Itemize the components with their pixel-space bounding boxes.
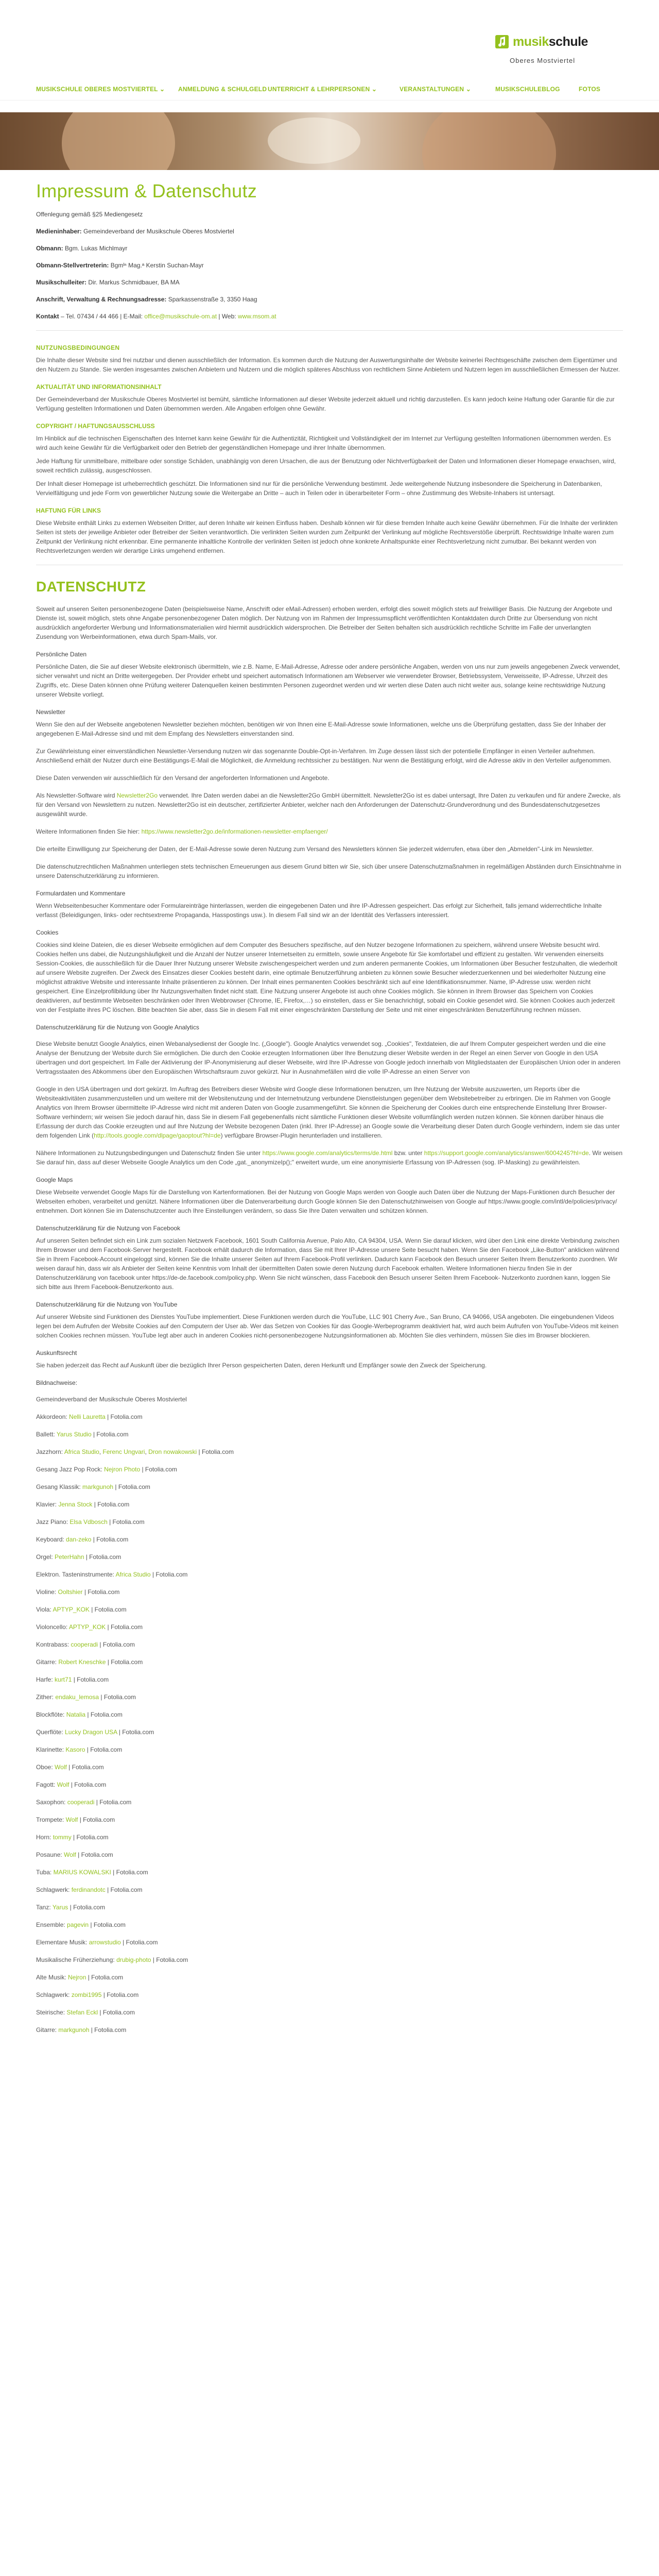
credit-item — [36, 1780, 623, 1789]
main-nav — [0, 86, 659, 98]
credit-source: | Fotolia.com — [98, 2009, 135, 2016]
credit-source: | Fotolia.com — [72, 1676, 109, 1683]
analytics-text-3b: bzw. unter — [392, 1149, 424, 1157]
bildnachweise-heading: Bildnachweise: — [36, 1379, 78, 1386]
credit-source: | Fotolia.com — [69, 1781, 107, 1788]
main-content — [36, 175, 623, 2035]
kontakt-web-prefix: | Web: — [217, 313, 238, 320]
credit-item — [36, 1973, 623, 1982]
credit-item — [36, 1640, 623, 1649]
credit-source: | Fotolia.com — [99, 1693, 136, 1701]
credit-source: | Fotolia.com — [101, 1991, 139, 1998]
credit-author[interactable]: Stefan Eckl — [66, 2009, 98, 2016]
credit-item — [36, 1675, 623, 1684]
cookies-heading: Cookies — [36, 929, 59, 936]
credit-source: | Fotolia.com — [150, 1571, 188, 1578]
credit-item — [36, 1938, 623, 1947]
youtube-heading: Datenschutzerklärung für die Nutzung von YouTube — [36, 1301, 178, 1308]
newsletter-heading: Newsletter — [36, 708, 65, 716]
credit-source: | Fotolia.com — [94, 1799, 132, 1806]
credit-source: | Fotolia.com — [76, 1851, 113, 1858]
datenschutz-intro: Soweit auf unseren Seiten personenbezogene Daten (beispielsweise Name, Anschrift oder eMail-Adressen) erhoben werden, erfolgt dies soweit möglich stets auf freiwilliger Basis. Die Nutzung der Angebote und Dienste ist, soweit möglich, stets ohne Angabe personenbezogener Daten möglich. Der Nutzung von im Rahmen der Impressumspflicht veröffentlichten Kontaktdaten durch Dritte zur Übersendung von nicht ausdrücklich angeforderter Werbung und Informationsmaterialien wird hiermit ausdrücklich widersprochen. Die Betreiber der Seiten behalten sich ausdrücklich rechtliche Schritte im Falle der unverlangten Zusendung von Werbeinformationen, etwa durch Spam-Mails, vor. — [36, 605, 612, 640]
analytics-text-1: Diese Website benutzt Google Analytics, einen Webanalysedienst der Google Inc. („Google"). Google Analytics verwendet sog. „Cookies", Textdateien, die auf Ihrem Computer gespeichert werden und die eine Analyse der Benutzung der Website durch Sie ermöglichen. Die durch den Cookie erzeugten Informationen über Ihre Benutzung dieser Website werden in der Regel an einen Server von Google in den USA übertragen und dort gespeichert. Im Falle der Aktivierung der IP-Anonymisierung auf dieser Webseite, wird Ihre IP-Adresse von Google jedoch innerhalb von Mitgliedstaaten der Europäischen Union oder in anderen Vertragsstaaten des Abkommens über den Europäischen Wirtschaftsraum zuvor gekürzt. Nur in Ausnahmefällen wird die volle IP-Adresse an einen Server von — [36, 1040, 621, 1075]
credit-source: | Fotolia.com — [85, 1746, 123, 1753]
credit-author[interactable]: drubig-photo — [116, 1956, 151, 1963]
credit-item — [36, 1798, 623, 1807]
credit-label: Oboe: — [36, 1764, 55, 1771]
credit-source: , — [145, 1448, 149, 1455]
credit-author[interactable]: tommy — [53, 1834, 72, 1841]
credit-author[interactable]: Wolf — [57, 1781, 70, 1788]
logo-note-icon — [494, 34, 510, 49]
credit-label: Fagott: — [36, 1781, 57, 1788]
newsletter-text-3: Diese Daten verwenden wir ausschließlich für den Versand der angeforderten Informationen und Angebote. — [36, 774, 330, 782]
credit-label: Musikalische Früherziehung: — [36, 1956, 117, 1963]
analytics-text-3c: . Wir weisen Sie darauf hin, dass auf dieser Webseite Google Analytics um den Code „gat._anonymizeIp();" erweitert wurde, um eine anonymisierte Erfassung von IP-Adressen (sog. IP-Masking) zu gewährleisten. — [36, 1149, 623, 1166]
nav-item-musikschule[interactable]: MUSIKSCHULE OBERES MOSTVIERTEL ⌄ — [36, 86, 165, 93]
credit-label: Zither: — [36, 1693, 56, 1701]
aktualitaet-heading: AKTUALITÄT UND INFORMATIONSINHALT — [36, 383, 162, 391]
nutzung-heading: NUTZUNGSBEDINGUNGEN — [36, 344, 120, 351]
credit-author[interactable]: zombi1995 — [71, 1991, 102, 1998]
credit-item — [36, 1570, 623, 1579]
credit-source: | Fotolia.com — [66, 1764, 104, 1771]
credit-author[interactable]: ferdinandotc — [71, 1886, 106, 1893]
credit-item — [36, 1727, 623, 1737]
credit-item — [36, 1762, 623, 1772]
credit-label: Blockflöte: — [36, 1711, 66, 1718]
ga-optout-link[interactable]: http://tools.google.com/dlpage/gaoptout?hl=de — [94, 1132, 221, 1139]
credit-source: , — [99, 1448, 103, 1455]
credit-label: Posaune: — [36, 1851, 64, 1858]
brand-subtitle: Oberes Mostviertel — [510, 57, 576, 64]
credit-source: | Fotolia.com — [117, 1728, 154, 1736]
credit-author[interactable]: Nejron — [68, 1974, 86, 1981]
credit-source: | Fotolia.com — [106, 1623, 143, 1631]
credit-author[interactable]: APTYP_KOK — [53, 1606, 90, 1613]
credit-label: Horn: — [36, 1834, 53, 1841]
credit-author[interactable]: Yarus Studio — [56, 1431, 92, 1438]
obmann-stv-value: Bgmᴵⁿ Mag.ᵃ Kerstin Suchan-Mayr — [110, 262, 204, 269]
newsletter-text-5a: Weitere Informationen finden Sie hier: — [36, 828, 142, 835]
kontakt-phone: – Tel. 07434 / 44 466 | E-Mail: — [59, 313, 145, 320]
nav-item-veranstaltungen[interactable]: VERANSTALTUNGEN ⌄ — [400, 86, 472, 93]
newsletter-text-5 — [36, 827, 623, 836]
credit-item — [36, 1430, 623, 1439]
credit-author[interactable]: cooperadi — [71, 1641, 98, 1648]
credit-author[interactable]: markgunoh — [82, 1483, 114, 1490]
credit-label: Schlagwerk: — [36, 1886, 72, 1893]
youtube-text: Auf unserer Website sind Funktionen des Dienstes YouTube implementiert. Diese Funktionen werden durch die YouTube, LLC 901 Cherry Ave., San Bruno, CA 94066, USA angeboten. Die eingebundenen Videos legen bei dem Aufrufen der Website Cookies auf den Computern der User ab. Wer das Setzen von Cookies für das Google-Werbeprogramm deaktiviert hat, wird auch beim Aufrufen von YouTube-Videos mit keinen solchen Cookies rechnen müssen. YouTube legt aber auch in anderen Cookies nicht-personenbezogene Nutzungsinformationen ab. Möchten Sie dies verhindern, müssen Sie dies im Browser blockieren. — [36, 1313, 619, 1339]
credit-author[interactable]: Dron nowakowski — [148, 1448, 197, 1455]
medieninhaber-value: Gemeindeverband der Musikschule Oberes Mostviertel — [83, 228, 234, 235]
credit-label: Elementare Musik: — [36, 1939, 89, 1946]
credit-label: Gitarre: — [36, 1658, 59, 1666]
analytics-text-2b: ) verfügbare Browser-Plugin herunterladen und installieren. — [220, 1132, 383, 1139]
credit-label: Gesang Jazz Pop Rock: — [36, 1466, 105, 1473]
credit-label: Klavier: — [36, 1501, 59, 1508]
credit-item — [36, 1535, 623, 1544]
maps-heading: Google Maps — [36, 1176, 73, 1183]
credit-author[interactable]: Yarus — [52, 1904, 68, 1911]
credit-item — [36, 1850, 623, 1859]
brand-name — [513, 36, 588, 48]
nav-item-blog[interactable]: MUSIKSCHULEBLOG — [495, 86, 560, 93]
credit-label: Gesang Klassik: — [36, 1483, 83, 1490]
kontakt-web-link[interactable]: www.msom.at — [237, 313, 276, 320]
credit-author[interactable]: PeterHahn — [55, 1553, 84, 1561]
copyright-text-2: Jede Haftung für unmittelbare, mittelbare oder sonstige Schäden, unabhängig von deren Ursachen, die aus der Benutzung oder Nichtverfügbarkeit der Daten und Informationen dieser Homepage erwachsen, wird, soweit rechtlich zulässig, ausgeschlossen. — [36, 457, 616, 474]
analytics-text-3a: Nähere Informationen zu Nutzungsbedingungen und Datenschutz finden Sie unter — [36, 1149, 263, 1157]
credit-author[interactable]: Kasoro — [65, 1746, 85, 1753]
newsletter-text-4a: Als Newsletter-Software wird — [36, 792, 117, 799]
auskunft-text: Sie haben jederzeit das Recht auf Auskunft über die bezüglich Ihrer Person gespeicherten Daten, deren Herkunft und Empfänger sowie den Zweck der Speicherung. — [36, 1362, 487, 1369]
credit-source: | Fotolia.com — [89, 2026, 127, 2033]
obmann-stv-label: Obmann-Stellvertreterin: — [36, 262, 109, 269]
credit-label: Querflöte: — [36, 1728, 65, 1736]
anschrift-row — [36, 295, 623, 304]
credit-source: | Fotolia.com — [92, 1501, 130, 1508]
auskunft-heading: Auskunftsrecht — [36, 1349, 77, 1357]
credit-item — [36, 1990, 623, 1999]
credit-source: | Fotolia.com — [91, 1536, 129, 1543]
credit-label: Ballett: — [36, 1431, 57, 1438]
credit-item — [36, 2025, 623, 2035]
credit-source: | Fotolia.com — [71, 1834, 109, 1841]
facebook-heading: Datenschutzerklärung für die Nutzung von Facebook — [36, 1225, 181, 1232]
credit-label: Jazzhorn: — [36, 1448, 64, 1455]
credit-author[interactable]: dan-zeko — [66, 1536, 92, 1543]
credit-author[interactable]: arrowstudio — [89, 1939, 121, 1946]
formulardaten-text: Wenn Webseitenbesucher Kommentare oder Formulareinträge hinterlassen, werden die eingegebenen Daten und ihre IP-Adressen gespeichert. Das erfolgt zur Sicherheit, falls jemand widerrechtliche Inhalte verfasst (Beleidigungen, links- oder rechtsextreme Propaganda, Hasspostings usw.). In diesem Fall sind wir an der Identität des Verfassers interessiert. — [36, 902, 602, 919]
credit-author[interactable]: Elsa Vdbosch — [70, 1518, 108, 1526]
credit-source: | Fotolia.com — [105, 1886, 143, 1893]
medieninhaber-row — [36, 227, 623, 236]
credit-author[interactable]: Robert Kneschke — [58, 1658, 106, 1666]
credit-item — [36, 1517, 623, 1527]
credit-source: | Fotolia.com — [111, 1869, 148, 1876]
newsletter-text-6: Die erteilte Einwilligung zur Speicherung der Daten, der E-Mail-Adresse sowie deren Nutzung zum Versand des Newsletters können Sie jederzeit widerrufen, etwa über den „Abmelden"-Link im Newsletter. — [36, 845, 594, 853]
nav-item-anmeldung[interactable]: ANMELDUNG & SCHULGELD — [178, 86, 267, 93]
credit-source: | Fotolia.com — [84, 1553, 122, 1561]
credit-source: | Fotolia.com — [91, 1431, 129, 1438]
persoenliche-daten-text: Persönliche Daten, die Sie auf dieser Website elektronisch übermitteln, wie z.B. Name, E-Mail-Adresse, Adresse oder andere persönliche Angaben, werden von uns nur zum jeweils angegebenen Zweck verwendet, sicher verwahrt und nicht an Dritte weitergegeben. Der Provider erhebt und speichert automatisch Informationen am Webserver wie verwendeter Browser, Betriebssystem, Verweisseite, IP-Adresse, Uhrzeit des Zugriffs, etc. Diese Daten können ohne Prüfung weiterer Datenquellen keinen bestimmten Personen zugeordnet werden und wir werten diese Daten auch nicht weiter aus, solange keine rechtswidrige Nutzung unserer Website vorliegt. — [36, 663, 620, 698]
bildnachweise-owner: Gemeindeverband der Musikschule Oberes Mostviertel — [36, 1396, 187, 1403]
cookies-text: Cookies sind kleine Dateien, die es dieser Webseite ermöglichen auf dem Computer des Besuchers spezifische, auf den Nutzer bezogene Informationen zu speichern, während unsere Website besucht wird. Cookies helfen uns dabei, die Nutzungshäufigkeit und die Anzahl der Nutzer unserer Internetseiten zu ermitteln, sowie unsere Angebote für Sie komfortabel und effizient zu gestalten. Wir verwenden einerseits Session-Cookies, die ausschließlich für die Dauer Ihrer Nutzung unserer Website zwischengespeichert werden und zum anderen permanente Cookies, um Informationen über Besucher festzuhalten, die wiederholt auf unsere Website zugreifen. Der Zweck des Einsatzes dieser Cookies besteht darin, eine optimale Benutzerführung anbieten zu können sowie Besucher wiederzuerkennen und bei wiederholter Nutzung eine möglichst attraktive Website und interessante Inhalte präsentieren zu können. Der Inhalt eines permanenten Cookies beschränkt sich auf eine Identifikationsnummer. Name, IP-Adresse usw. werden nicht gespeichert. Eine Einzelprofilbildung über Ihr Nutzungsverhalten findet nicht statt. Eine Nutzung unserer Angebote ist auch ohne Cookies möglich. Sie können in Ihrem Browser das Speichern von Cookies deaktivieren, auf bestimmte Webseiten beschränken oder Ihren Webbrowser (Chrome, IE, Firefox,…) so einstellen, dass er Sie benachrichtigt, sobald ein Cookie gesendet wird. Sie können Cookies auch jederzeit von der Festplatte ihres PC löschen. Bitte beachten Sie aber, dass Sie in diesem Fall mit einer eingeschränkten Darstellung der Seite und mit einer eingeschränkten Benutzerführung rechnen müssen. — [36, 941, 618, 1013]
credit-label: Tuba: — [36, 1869, 54, 1876]
credit-label: Steirische: — [36, 2009, 67, 2016]
credit-source: | Fotolia.com — [78, 1816, 115, 1823]
credit-item — [36, 1587, 623, 1597]
credit-author[interactable]: endaku_lemosa — [55, 1693, 99, 1701]
credit-label: Tanz: — [36, 1904, 53, 1911]
hero-image — [0, 112, 659, 170]
copyright-heading: COPYRIGHT / HAFTUNGSAUSSCHLUSS — [36, 422, 155, 430]
credit-item — [36, 1465, 623, 1474]
credit-item — [36, 1412, 623, 1421]
credit-item — [36, 1657, 623, 1667]
credit-item — [36, 1903, 623, 1912]
links-heading: HAFTUNG FÜR LINKS — [36, 507, 101, 514]
credit-label: Trompete: — [36, 1816, 66, 1823]
credit-source: | Fotolia.com — [85, 1711, 123, 1718]
credit-label: Kontrabass: — [36, 1641, 71, 1648]
medieninhaber-label: Medieninhaber: — [36, 228, 82, 235]
maps-text: Diese Webseite verwendet Google Maps für die Darstellung von Kartenformationen. Bei der Nutzung von Google Maps werden von Google auch Daten über die Nutzung der Maps-Funktionen durch Besucher der Webseiten erhoben, verarbeitet und genützt. Nähere Informationen über die Datenverarbeitung durch Google können Sie den Datenschutzhinweisen von Google auf https://www.google.com/intl/de/policies/privacy/ entnehmen. Dort können Sie im Datenschutzcenter auch Ihre Einstellungen verändern, so dass Sie Ihre Daten verwalten und schützen können. — [36, 1189, 617, 1214]
leitung-row — [36, 278, 623, 287]
credit-label: Violine: — [36, 1588, 58, 1596]
analytics-heading: Datenschutzerklärung für die Nutzung von Google Analytics — [36, 1024, 199, 1031]
credit-label: Schlagwerk: — [36, 1991, 72, 1998]
credit-label: Ensemble: — [36, 1921, 67, 1928]
credit-source: | Fotolia.com — [197, 1448, 234, 1455]
nutzung-text: Die Inhalte dieser Website sind frei nutzbar und dienen ausschließlich der Information. Es kommen durch die Nutzung der Auswertungsinhalte der Website keinerlei Rechtsgeschäfte zwischen dem Eigentümer und den Nutzern zu Stande. Sie werden insgesamtes zwischen Anbietern und Nutzern und die möglich späteres Abschluss von rechtlichem Sinne Anbietern und Nutzern legen im ausschließlichen Ermessen der Nutzer. — [36, 357, 620, 373]
leitung-label: Musikschulleiter: — [36, 279, 87, 286]
credit-item — [36, 1920, 623, 1929]
kontakt-email-link[interactable]: office@musikschule-om.at — [144, 313, 217, 320]
credit-item — [36, 1885, 623, 1894]
analytics-text-3 — [36, 1148, 623, 1167]
credit-label: Gitarre: — [36, 2026, 59, 2033]
ga-support-link[interactable]: https://support.google.com/analytics/answer/6004245?hl=de — [424, 1149, 589, 1157]
offenlegung-line: Offenlegung gemäß §25 Mediengesetz — [36, 211, 143, 218]
brand-name-part1: musik — [513, 34, 549, 49]
newsletter-text-2: Zur Gewährleistung einer einverständlichen Newsletter-Versendung nutzen wir das sogenannte Double-Opt-in-Verfahren. Im Zuge dessen lässt sich der potentielle Empfänger in einen Verteiler aufnehmen. Anschließend erhält der Nutzer durch eine Bestätigungs-E-Mail die Möglichkeit, die Anmeldung rechtssicher zu bestätigen. Nur wenn die Bestätigung erfolgt, wird die Adresse aktiv in den Verteiler aufgenommen. — [36, 748, 612, 764]
newsletter-text-4b: verwendet. Ihre Daten werden dabei an die Newsletter2Go GmbH übermittelt. Newsletter2Go ist es dabei untersagt, Ihre Daten zu verkaufen und für andere Zwecke, als für den Versand von Newslettern zu nutzen. Newsletter2Go ist ein deutscher, zertifizierter Anbieter, welcher nach den Anforderungen der Datenschutz-Grundverordnung und des Bundesdatenschutzgesetzes ausgewählt wurde. — [36, 792, 621, 818]
credit-item — [36, 1605, 623, 1614]
anschrift-value: Sparkassenstraße 3, 3350 Haag — [168, 296, 257, 303]
brand-name-part2: schule — [548, 34, 588, 49]
credit-label: Jazz Piano: — [36, 1518, 70, 1526]
credit-author[interactable]: cooperadi — [67, 1799, 95, 1806]
credit-source: | Fotolia.com — [151, 1956, 188, 1963]
credit-source: | Fotolia.com — [106, 1658, 143, 1666]
credit-item — [36, 1482, 623, 1492]
credit-item — [36, 1692, 623, 1702]
site-header — [0, 0, 659, 64]
credit-source: | Fotolia.com — [140, 1466, 177, 1473]
credit-author[interactable]: Nelli Lauretta — [69, 1413, 106, 1420]
credit-item — [36, 1622, 623, 1632]
obmann-stv-row — [36, 261, 623, 270]
obmann-row — [36, 244, 623, 253]
page-title: Impressum & Datenschutz — [36, 180, 257, 201]
facebook-text: Auf unseren Seiten befindet sich ein Link zum sozialen Netzwerk Facebook, 1601 South California Avenue, Palo Alto, CA 94304, USA. Wenn Sie darauf klicken, wird über den Link eine direkte Verbindung zwischen Ihrem Browser und dem Facebook-Server hergestellt. Facebook erhält dadurch die Information, dass Sie mit Ihrer IP-Adresse unsere Seite besucht haben. Wenn Sie den Facebook „Like-Button" anklicken während Sie in Ihrem Facebook-Account eingeloggt sind, können Sie die Inhalte unserer Seiten auf Ihrem Facebook-Profil verlinken. Dadurch kann Facebook den Besuch unserer Seiten Ihrem Benutzerkonto zuordnen. Wir weisen darauf hin, dass wir als Anbieter der Seiten keine Kenntnis vom Inhalt der übermittelten Daten sowie deren Nutzung durch Facebook erhalten. Weitere Informationen hierzu finden Sie in der Datenschutzerklärung von facebook unter https://de-de.facebook.com/policy.php. Wenn Sie nicht wünschen, dass Facebook den Besuch unserer Seiten Ihrem Facebook- Nutzerkonto zuordnen kann, loggen Sie sich bitte aus Ihrem Facebook-Benutzerkonto aus. — [36, 1237, 619, 1291]
credit-author[interactable]: Africa Studio — [64, 1448, 99, 1455]
credit-item — [36, 1710, 623, 1719]
credit-source: | Fotolia.com — [98, 1641, 135, 1648]
analytics-text-2a: Google in den USA übertragen und dort gekürzt. Im Auftrag des Betreibers dieser Website wird Google diese Informationen benutzen, um Ihre Nutzung der Website auszuwerten, um Reports über die Websiteaktivitäten zusammenzustellen und um weitere mit der Websitenutzung und der Internetnutzung verbundene Dienstleistungen gegenüber dem Websitebetreiber zu erbringen. Die im Rahmen von Google Analytics von Ihrem Browser übermittelte IP-Adresse wird nicht mit anderen Daten von Google zusammengeführt. Sie können die Speicherung der Cookies durch eine entsprechende Einstellung Ihrer Browser-Software verhindern; wir weisen Sie jedoch darauf hin, dass Sie in diesem Fall gegebenenfalls nicht sämtliche Funktionen dieser Website vollumfänglich werden nutzen können. Sie können darüber hinaus die Erfassung der durch das Cookie erzeugten und auf Ihre Nutzung der Website bezogenen Daten (inkl. Ihrer IP-Adresse) an Google sowie die Verarbeitung dieser Daten durch Google verhindern, indem sie das unter dem folgenden Link ( — [36, 1086, 620, 1139]
credit-source: | Fotolia.com — [89, 1606, 127, 1613]
newsletter-text-4 — [36, 791, 623, 819]
credit-item — [36, 1500, 623, 1509]
leitung-value: Dir. Markus Schmidbauer, BA MA — [88, 279, 180, 286]
credit-item — [36, 1447, 623, 1456]
credit-author[interactable]: Wolf — [55, 1764, 67, 1771]
credit-author[interactable]: pagevin — [67, 1921, 89, 1928]
credit-label: Viola: — [36, 1606, 53, 1613]
kontakt-row — [36, 312, 623, 321]
site-logo[interactable] — [494, 34, 588, 49]
credit-author[interactable]: Natalia — [66, 1711, 86, 1718]
obmann-label: Obmann: — [36, 245, 63, 252]
credit-source: | Fotolia.com — [105, 1413, 143, 1420]
credit-source: | Fotolia.com — [86, 1974, 124, 1981]
credits-list — [36, 1412, 623, 2035]
credit-item — [36, 1955, 623, 1964]
credit-source: | Fotolia.com — [89, 1921, 126, 1928]
credit-label: Saxophon: — [36, 1799, 67, 1806]
obmann-value: Bgm. Lukas Michlmayr — [65, 245, 128, 252]
links-text: Diese Website enthält Links zu externen Webseiten Dritter, auf deren Inhalte wir keinen Einfluss haben. Deshalb können wir für diese fremden Inhalte auch keine Gewähr übernehmen. Für die Inhalte der verlinkten Seiten ist stets der jeweilige Anbieter oder Betreiber der Seiten verantwortlich. Die verlinkten Seiten wurden zum Zeitpunkt der Verlinkung auf mögliche Rechtsverstöße überprüft. Rechtswidrige Inhalte waren zum Zeitpunkt der Verlinkung nicht erkennbar. Eine permanente inhaltliche Kontrolle der verlinkten Seiten ist jedoch ohne konkrete Anhaltspunkte einer Rechtsverletzung nicht zumutbar. Bei bekannt werden von Rechtsverletzungen werden wir derartige Links umgehend entfernen. — [36, 519, 618, 554]
analytics-text-2 — [36, 1084, 623, 1140]
credit-author[interactable]: Wolf — [65, 1816, 78, 1823]
kontakt-label: Kontakt — [36, 313, 59, 320]
credit-item — [36, 2008, 623, 2017]
credit-author[interactable]: Nejron Photo — [104, 1466, 141, 1473]
datenschutz-title: DATENSCHUTZ — [36, 579, 146, 595]
anschrift-label: Anschrift, Verwaltung & Rechnungsadresse: — [36, 296, 167, 303]
nav-item-unterricht[interactable]: UNTERRICHT & LEHRPERSONEN ⌄ — [268, 86, 377, 93]
impressum-block — [36, 210, 623, 321]
persoenliche-daten-heading: Persönliche Daten — [36, 651, 87, 658]
newsletter-text-1: Wenn Sie den auf der Webseite angebotenen Newsletter beziehen möchten, benötigen wir von Ihnen eine E-Mail-Adresse sowie Informationen, welche uns die Überprüfung gestatten, dass Sie der Inhaber der angegebenen E-Mail-Adresse sind und mit dem Empfang des Newsletters einverstanden sind. — [36, 721, 606, 737]
credit-author[interactable]: Wolf — [64, 1851, 76, 1858]
credit-label: Klarinette: — [36, 1746, 66, 1753]
copyright-text-3: Der Inhalt dieser Homepage ist urheberrechtlich geschützt. Die Informationen sind nur für die persönliche Verwendung bestimmt. Jede weitergehende Nutzung insbesondere die Speicherung in Datenbanken, Vervielfältigung und jede Form von gewerblicher Nutzung sowie die Weitergabe an Dritte – auch in Teilen oder in überarbeiteter Form – ohne Zustimmung des Website-Inhabers ist untersagt. — [36, 480, 602, 497]
credit-item — [36, 1868, 623, 1877]
credit-source: | Fotolia.com — [82, 1588, 120, 1596]
credit-source: | Fotolia.com — [107, 1518, 145, 1526]
credit-author[interactable]: Africa Studio — [115, 1571, 151, 1578]
divider — [36, 330, 623, 331]
credit-item — [36, 1552, 623, 1562]
credit-author[interactable]: Jenna Stock — [58, 1501, 93, 1508]
credit-author[interactable]: APTYP_KOK — [68, 1623, 106, 1631]
newsletter-info-link[interactable]: https://www.newsletter2go.de/informationen-newsletter-empfaenger/ — [141, 828, 328, 835]
credit-author[interactable]: MARIUS KOWALSKI — [53, 1869, 111, 1876]
credit-item — [36, 1815, 623, 1824]
aktualitaet-text: Der Gemeindeverband der Musikschule Oberes Mostviertel ist bemüht, sämtliche Informationen auf dieser Website jederzeit aktuell und richtig darzustellen. Es kann jedoch keine Haftung oder Garantie für die zur Verfügung gestellten Informationen und Daten übernommen werden. Alle Angaben erfolgen ohne Gewähr. — [36, 396, 615, 412]
credit-label: Akkordeon: — [36, 1413, 70, 1420]
formulardaten-heading: Formulardaten und Kommentare — [36, 890, 126, 897]
copyright-text-1: Im Hinblick auf die technischen Eigenschaften des Internet kann keine Gewähr für die Authentizität, Richtigkeit und Vollständigkeit der im Internet zur Verfügung gestellten Informationen übernommen werden. Es wird auch keine Gewähr für die Verfügbarkeit oder den Betrieb der gegenständlichen Homepage und ihrer Inhalte übernommen. — [36, 435, 611, 451]
credit-author[interactable]: kurt71 — [55, 1676, 72, 1683]
newsletter2go-link[interactable]: Newsletter2Go — [116, 792, 158, 799]
credit-source: | Fotolia.com — [68, 1904, 106, 1911]
credit-label: Harfe: — [36, 1676, 55, 1683]
credit-source: | Fotolia.com — [120, 1939, 158, 1946]
credit-source: | Fotolia.com — [113, 1483, 150, 1490]
nav-item-fotos[interactable]: FOTOS — [579, 86, 601, 93]
newsletter-text-7: Die datenschutzrechtlichen Maßnahmen unterliegen stets technischen Erneuerungen aus diesem Grund bitten wir Sie, sich über unsere Datenschutzmaßnahmen in regelmäßigen Abständen durch Einsichtnahme in unsere Datenschutzerklärung zu informieren. — [36, 863, 621, 879]
credit-label: Orgel: — [36, 1553, 55, 1561]
credit-author[interactable]: markgunoh — [58, 2026, 90, 2033]
credit-author[interactable]: Lucky Dragon USA — [65, 1728, 117, 1736]
credit-label: Alte Musik: — [36, 1974, 68, 1981]
ga-terms-link[interactable]: https://www.google.com/analytics/terms/de.html — [262, 1149, 393, 1157]
credit-item — [36, 1745, 623, 1754]
credit-label: Keyboard: — [36, 1536, 66, 1543]
credit-label: Violoncello: — [36, 1623, 69, 1631]
credit-label: Elektron. Tasteninstrumente: — [36, 1571, 116, 1578]
credit-item — [36, 1833, 623, 1842]
credit-author[interactable]: Ferenc Ungvari — [102, 1448, 145, 1455]
credit-author[interactable]: Ooltshier — [58, 1588, 83, 1596]
